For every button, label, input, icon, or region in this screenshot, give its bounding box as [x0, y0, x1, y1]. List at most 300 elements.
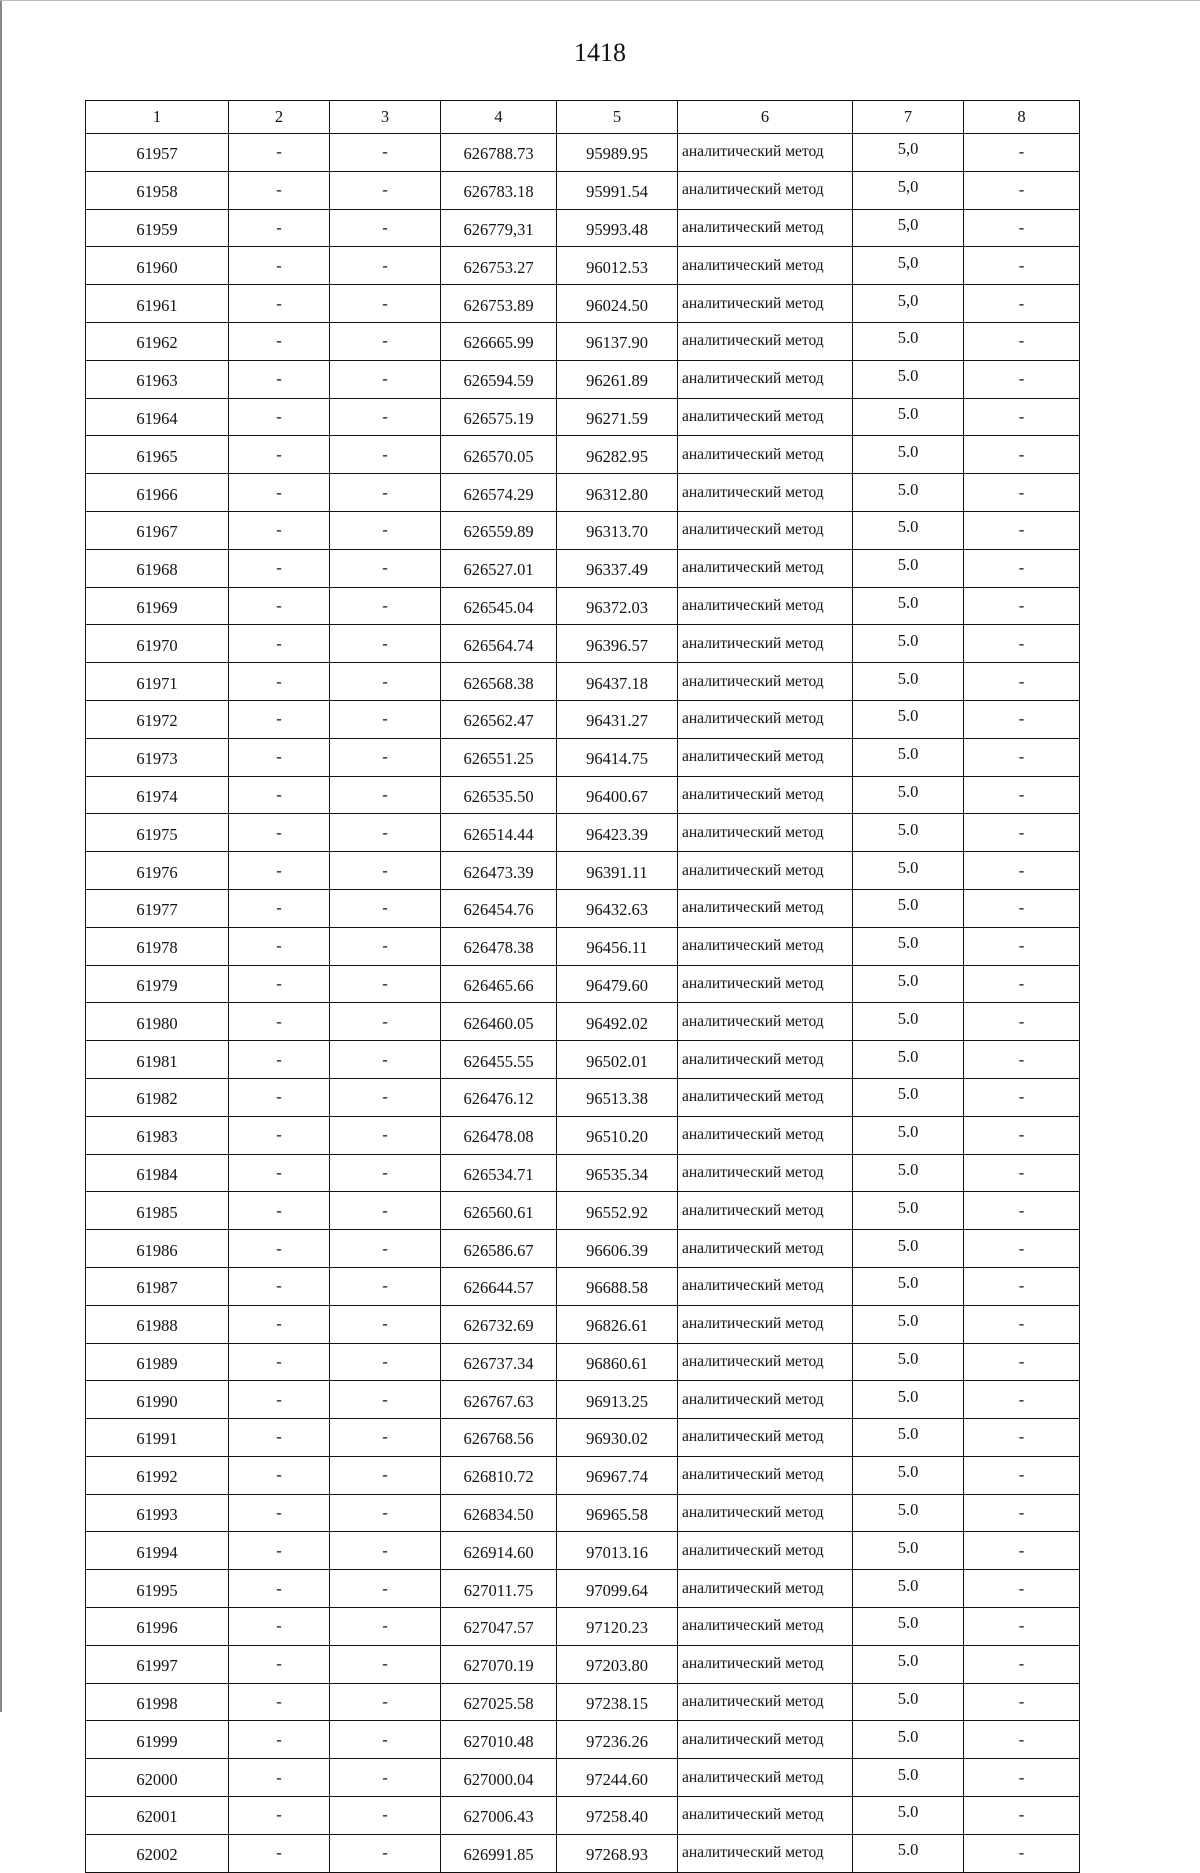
table-row	[86, 1230, 1080, 1268]
table-row	[86, 738, 1080, 776]
method-cell: аналитический метод	[678, 889, 853, 927]
method-cell: аналитический метод	[678, 436, 853, 474]
col3-cell: -	[330, 965, 441, 1003]
accuracy-cell: 5.0	[853, 1116, 964, 1154]
accuracy-cell: 5.0	[853, 1721, 964, 1759]
table-row	[86, 663, 1080, 701]
accuracy-cell: 5.0	[853, 1608, 964, 1646]
y-coordinate-cell: 96431.27	[557, 700, 678, 738]
col8-cell: -	[964, 889, 1080, 927]
col8-cell: -	[964, 1683, 1080, 1721]
col3-cell: -	[330, 1381, 441, 1419]
col2-cell: -	[229, 700, 330, 738]
table-row	[86, 1797, 1080, 1835]
table-row	[86, 852, 1080, 890]
col8-cell: -	[964, 1608, 1080, 1646]
col2-cell: -	[229, 285, 330, 323]
accuracy-cell: 5.0	[853, 700, 964, 738]
col2-cell: -	[229, 625, 330, 663]
y-coordinate-cell: 96860.61	[557, 1343, 678, 1381]
col8-cell: -	[964, 322, 1080, 360]
col3-cell: -	[330, 927, 441, 965]
method-cell: аналитический метод	[678, 1305, 853, 1343]
x-coordinate-cell: 626594.59	[441, 360, 557, 398]
y-coordinate-cell: 97203.80	[557, 1645, 678, 1683]
accuracy-cell: 5.0	[853, 1645, 964, 1683]
y-coordinate-cell: 96688.58	[557, 1267, 678, 1305]
x-coordinate-cell: 627011.75	[441, 1570, 557, 1608]
method-cell: аналитический метод	[678, 1041, 853, 1079]
coordinates-table	[85, 100, 1080, 1873]
point-number-cell: 61979	[86, 965, 229, 1003]
col2-cell: -	[229, 1003, 330, 1041]
col2-cell: -	[229, 1494, 330, 1532]
x-coordinate-cell: 626779,31	[441, 209, 557, 247]
point-number-cell: 61960	[86, 247, 229, 285]
accuracy-cell: 5.0	[853, 1192, 964, 1230]
point-number-cell: 61967	[86, 511, 229, 549]
col8-cell: -	[964, 1192, 1080, 1230]
accuracy-cell: 5.0	[853, 549, 964, 587]
col8-cell: -	[964, 1645, 1080, 1683]
accuracy-cell: 5.0	[853, 511, 964, 549]
x-coordinate-cell: 626991.85	[441, 1834, 557, 1872]
point-number-cell: 61966	[86, 474, 229, 512]
column-header: 8	[964, 101, 1080, 134]
y-coordinate-cell: 97268.93	[557, 1834, 678, 1872]
accuracy-cell: 5.0	[853, 1797, 964, 1835]
method-cell: аналитический метод	[678, 511, 853, 549]
col2-cell: -	[229, 1532, 330, 1570]
x-coordinate-cell: 626460.05	[441, 1003, 557, 1041]
accuracy-cell: 5.0	[853, 1154, 964, 1192]
method-cell: аналитический метод	[678, 209, 853, 247]
accuracy-cell: 5,0	[853, 209, 964, 247]
col2-cell: -	[229, 1305, 330, 1343]
table-row	[86, 1456, 1080, 1494]
table-row	[86, 134, 1080, 172]
x-coordinate-cell: 626768.56	[441, 1419, 557, 1457]
table-row	[86, 1645, 1080, 1683]
table-row	[86, 1532, 1080, 1570]
table-row	[86, 1381, 1080, 1419]
point-number-cell: 61977	[86, 889, 229, 927]
col8-cell: -	[964, 1419, 1080, 1457]
col3-cell: -	[330, 360, 441, 398]
col3-cell: -	[330, 171, 441, 209]
point-number-cell: 61963	[86, 360, 229, 398]
table-row	[86, 322, 1080, 360]
col8-cell: -	[964, 1305, 1080, 1343]
column-header: 1	[86, 101, 229, 134]
scan-top-edge	[0, 0, 1200, 1]
y-coordinate-cell: 97120.23	[557, 1608, 678, 1646]
table-row	[86, 1683, 1080, 1721]
method-cell: аналитический метод	[678, 1834, 853, 1872]
y-coordinate-cell: 96479.60	[557, 965, 678, 1003]
x-coordinate-cell: 626568.38	[441, 663, 557, 701]
accuracy-cell: 5.0	[853, 1267, 964, 1305]
method-cell: аналитический метод	[678, 814, 853, 852]
col2-cell: -	[229, 1230, 330, 1268]
accuracy-cell: 5.0	[853, 1343, 964, 1381]
col3-cell: -	[330, 700, 441, 738]
point-number-cell: 61975	[86, 814, 229, 852]
col2-cell: -	[229, 511, 330, 549]
col3-cell: -	[330, 1116, 441, 1154]
point-number-cell: 61985	[86, 1192, 229, 1230]
x-coordinate-cell: 627006.43	[441, 1797, 557, 1835]
col3-cell: -	[330, 1305, 441, 1343]
col3-cell: -	[330, 1078, 441, 1116]
col8-cell: -	[964, 1116, 1080, 1154]
x-coordinate-cell: 626665.99	[441, 322, 557, 360]
y-coordinate-cell: 96437.18	[557, 663, 678, 701]
point-number-cell: 61987	[86, 1267, 229, 1305]
column-header: 6	[678, 101, 853, 134]
point-number-cell: 61965	[86, 436, 229, 474]
method-cell: аналитический метод	[678, 1570, 853, 1608]
method-cell: аналитический метод	[678, 927, 853, 965]
x-coordinate-cell: 626478.08	[441, 1116, 557, 1154]
point-number-cell: 61983	[86, 1116, 229, 1154]
point-number-cell: 61981	[86, 1041, 229, 1079]
table-row	[86, 1116, 1080, 1154]
col3-cell: -	[330, 814, 441, 852]
x-coordinate-cell: 626575.19	[441, 398, 557, 436]
col3-cell: -	[330, 209, 441, 247]
col3-cell: -	[330, 549, 441, 587]
table-row	[86, 1305, 1080, 1343]
table-row	[86, 889, 1080, 927]
col8-cell: -	[964, 209, 1080, 247]
x-coordinate-cell: 626562.47	[441, 700, 557, 738]
table-row	[86, 776, 1080, 814]
col2-cell: -	[229, 889, 330, 927]
method-cell: аналитический метод	[678, 738, 853, 776]
col8-cell: -	[964, 549, 1080, 587]
point-number-cell: 61984	[86, 1154, 229, 1192]
y-coordinate-cell: 96930.02	[557, 1419, 678, 1457]
table-row	[86, 700, 1080, 738]
point-number-cell: 61969	[86, 587, 229, 625]
accuracy-cell: 5.0	[853, 965, 964, 1003]
method-cell: аналитический метод	[678, 663, 853, 701]
col2-cell: -	[229, 852, 330, 890]
point-number-cell: 61997	[86, 1645, 229, 1683]
col8-cell: -	[964, 1154, 1080, 1192]
accuracy-cell: 5.0	[853, 436, 964, 474]
method-cell: аналитический метод	[678, 1797, 853, 1835]
y-coordinate-cell: 96606.39	[557, 1230, 678, 1268]
accuracy-cell: 5.0	[853, 1305, 964, 1343]
table-row	[86, 1267, 1080, 1305]
y-coordinate-cell: 95991.54	[557, 171, 678, 209]
method-cell: аналитический метод	[678, 322, 853, 360]
method-cell: аналитический метод	[678, 171, 853, 209]
y-coordinate-cell: 96396.57	[557, 625, 678, 663]
accuracy-cell: 5,0	[853, 247, 964, 285]
method-cell: аналитический метод	[678, 1456, 853, 1494]
accuracy-cell: 5,0	[853, 171, 964, 209]
col2-cell: -	[229, 663, 330, 701]
point-number-cell: 61986	[86, 1230, 229, 1268]
table-row	[86, 247, 1080, 285]
x-coordinate-cell: 626644.57	[441, 1267, 557, 1305]
x-coordinate-cell: 627000.04	[441, 1759, 557, 1797]
point-number-cell: 61994	[86, 1532, 229, 1570]
col2-cell: -	[229, 1381, 330, 1419]
accuracy-cell: 5.0	[853, 1570, 964, 1608]
y-coordinate-cell: 96965.58	[557, 1494, 678, 1532]
y-coordinate-cell: 96012.53	[557, 247, 678, 285]
table-row	[86, 625, 1080, 663]
col8-cell: -	[964, 436, 1080, 474]
point-number-cell: 62000	[86, 1759, 229, 1797]
col3-cell: -	[330, 1456, 441, 1494]
col2-cell: -	[229, 1721, 330, 1759]
point-number-cell: 61974	[86, 776, 229, 814]
col3-cell: -	[330, 1003, 441, 1041]
accuracy-cell: 5.0	[853, 1759, 964, 1797]
x-coordinate-cell: 627025.58	[441, 1683, 557, 1721]
col8-cell: -	[964, 1267, 1080, 1305]
y-coordinate-cell: 96024.50	[557, 285, 678, 323]
x-coordinate-cell: 627047.57	[441, 1608, 557, 1646]
y-coordinate-cell: 96312.80	[557, 474, 678, 512]
col8-cell: -	[964, 171, 1080, 209]
x-coordinate-cell: 626788.73	[441, 134, 557, 172]
col3-cell: -	[330, 1267, 441, 1305]
accuracy-cell: 5.0	[853, 738, 964, 776]
col3-cell: -	[330, 1192, 441, 1230]
column-header: 2	[229, 101, 330, 134]
accuracy-cell: 5.0	[853, 474, 964, 512]
point-number-cell: 61959	[86, 209, 229, 247]
col8-cell: -	[964, 1041, 1080, 1079]
point-number-cell: 61996	[86, 1608, 229, 1646]
y-coordinate-cell: 97238.15	[557, 1683, 678, 1721]
point-number-cell: 62001	[86, 1797, 229, 1835]
col8-cell: -	[964, 1494, 1080, 1532]
method-cell: аналитический метод	[678, 398, 853, 436]
method-cell: аналитический метод	[678, 1381, 853, 1419]
accuracy-cell: 5.0	[853, 927, 964, 965]
col8-cell: -	[964, 776, 1080, 814]
y-coordinate-cell: 96967.74	[557, 1456, 678, 1494]
table-row	[86, 1570, 1080, 1608]
x-coordinate-cell: 626478.38	[441, 927, 557, 965]
col2-cell: -	[229, 360, 330, 398]
col3-cell: -	[330, 1608, 441, 1646]
x-coordinate-cell: 626545.04	[441, 587, 557, 625]
x-coordinate-cell: 626737.34	[441, 1343, 557, 1381]
col3-cell: -	[330, 134, 441, 172]
col3-cell: -	[330, 1759, 441, 1797]
method-cell: аналитический метод	[678, 285, 853, 323]
table-row	[86, 436, 1080, 474]
col2-cell: -	[229, 587, 330, 625]
col2-cell: -	[229, 1041, 330, 1079]
col3-cell: -	[330, 1230, 441, 1268]
point-number-cell: 62002	[86, 1834, 229, 1872]
table-row	[86, 1419, 1080, 1457]
table-row	[86, 1759, 1080, 1797]
col8-cell: -	[964, 1834, 1080, 1872]
table-row	[86, 927, 1080, 965]
method-cell: аналитический метод	[678, 1721, 853, 1759]
accuracy-cell: 5.0	[853, 852, 964, 890]
col8-cell: -	[964, 134, 1080, 172]
col8-cell: -	[964, 511, 1080, 549]
method-cell: аналитический метод	[678, 1154, 853, 1192]
table-row	[86, 549, 1080, 587]
scan-left-edge	[0, 0, 2, 1712]
method-cell: аналитический метод	[678, 1116, 853, 1154]
x-coordinate-cell: 626834.50	[441, 1494, 557, 1532]
table-body	[86, 134, 1080, 1873]
x-coordinate-cell: 626810.72	[441, 1456, 557, 1494]
col8-cell: -	[964, 852, 1080, 890]
col3-cell: -	[330, 663, 441, 701]
table-row	[86, 1494, 1080, 1532]
accuracy-cell: 5.0	[853, 360, 964, 398]
x-coordinate-cell: 626534.71	[441, 1154, 557, 1192]
col8-cell: -	[964, 700, 1080, 738]
column-header: 7	[853, 101, 964, 134]
y-coordinate-cell: 96432.63	[557, 889, 678, 927]
method-cell: аналитический метод	[678, 360, 853, 398]
x-coordinate-cell: 626753.27	[441, 247, 557, 285]
col8-cell: -	[964, 1570, 1080, 1608]
table-header-row	[86, 101, 1080, 134]
y-coordinate-cell: 96414.75	[557, 738, 678, 776]
point-number-cell: 61971	[86, 663, 229, 701]
method-cell: аналитический метод	[678, 1230, 853, 1268]
point-number-cell: 61998	[86, 1683, 229, 1721]
table-row	[86, 587, 1080, 625]
x-coordinate-cell: 627010.48	[441, 1721, 557, 1759]
col2-cell: -	[229, 1834, 330, 1872]
y-coordinate-cell: 96552.92	[557, 1192, 678, 1230]
method-cell: аналитический метод	[678, 1003, 853, 1041]
x-coordinate-cell: 626574.29	[441, 474, 557, 512]
col3-cell: -	[330, 1570, 441, 1608]
point-number-cell: 61970	[86, 625, 229, 663]
accuracy-cell: 5.0	[853, 776, 964, 814]
col3-cell: -	[330, 1343, 441, 1381]
col8-cell: -	[964, 247, 1080, 285]
column-header: 5	[557, 101, 678, 134]
y-coordinate-cell: 96271.59	[557, 398, 678, 436]
column-header: 3	[330, 101, 441, 134]
col2-cell: -	[229, 436, 330, 474]
col2-cell: -	[229, 1419, 330, 1457]
y-coordinate-cell: 97236.26	[557, 1721, 678, 1759]
point-number-cell: 61964	[86, 398, 229, 436]
table-row	[86, 814, 1080, 852]
y-coordinate-cell: 96535.34	[557, 1154, 678, 1192]
col2-cell: -	[229, 398, 330, 436]
y-coordinate-cell: 96313.70	[557, 511, 678, 549]
y-coordinate-cell: 96391.11	[557, 852, 678, 890]
y-coordinate-cell: 97099.64	[557, 1570, 678, 1608]
col3-cell: -	[330, 738, 441, 776]
y-coordinate-cell: 96510.20	[557, 1116, 678, 1154]
y-coordinate-cell: 96913.25	[557, 1381, 678, 1419]
y-coordinate-cell: 96337.49	[557, 549, 678, 587]
col3-cell: -	[330, 1494, 441, 1532]
method-cell: аналитический метод	[678, 1645, 853, 1683]
accuracy-cell: 5.0	[853, 663, 964, 701]
accuracy-cell: 5.0	[853, 1834, 964, 1872]
col8-cell: -	[964, 1343, 1080, 1381]
method-cell: аналитический метод	[678, 776, 853, 814]
col3-cell: -	[330, 285, 441, 323]
method-cell: аналитический метод	[678, 1683, 853, 1721]
point-number-cell: 61993	[86, 1494, 229, 1532]
x-coordinate-cell: 626454.76	[441, 889, 557, 927]
method-cell: аналитический метод	[678, 549, 853, 587]
y-coordinate-cell: 97258.40	[557, 1797, 678, 1835]
accuracy-cell: 5.0	[853, 814, 964, 852]
col2-cell: -	[229, 1078, 330, 1116]
y-coordinate-cell: 95989.95	[557, 134, 678, 172]
accuracy-cell: 5.0	[853, 1041, 964, 1079]
method-cell: аналитический метод	[678, 1267, 853, 1305]
table-row	[86, 398, 1080, 436]
accuracy-cell: 5.0	[853, 625, 964, 663]
col2-cell: -	[229, 474, 330, 512]
col3-cell: -	[330, 511, 441, 549]
col3-cell: -	[330, 587, 441, 625]
col8-cell: -	[964, 1721, 1080, 1759]
col2-cell: -	[229, 738, 330, 776]
x-coordinate-cell: 626473.39	[441, 852, 557, 890]
point-number-cell: 61995	[86, 1570, 229, 1608]
col3-cell: -	[330, 1721, 441, 1759]
col2-cell: -	[229, 549, 330, 587]
method-cell: аналитический метод	[678, 1078, 853, 1116]
x-coordinate-cell: 626476.12	[441, 1078, 557, 1116]
col2-cell: -	[229, 1570, 330, 1608]
method-cell: аналитический метод	[678, 625, 853, 663]
col3-cell: -	[330, 889, 441, 927]
y-coordinate-cell: 96372.03	[557, 587, 678, 625]
table-row	[86, 1721, 1080, 1759]
col8-cell: -	[964, 965, 1080, 1003]
method-cell: аналитический метод	[678, 587, 853, 625]
col3-cell: -	[330, 1834, 441, 1872]
y-coordinate-cell: 96492.02	[557, 1003, 678, 1041]
y-coordinate-cell: 96261.89	[557, 360, 678, 398]
col3-cell: -	[330, 436, 441, 474]
x-coordinate-cell: 626732.69	[441, 1305, 557, 1343]
table-row	[86, 171, 1080, 209]
col3-cell: -	[330, 247, 441, 285]
point-number-cell: 61973	[86, 738, 229, 776]
col8-cell: -	[964, 1381, 1080, 1419]
x-coordinate-cell: 626767.63	[441, 1381, 557, 1419]
point-number-cell: 61989	[86, 1343, 229, 1381]
point-number-cell: 61972	[86, 700, 229, 738]
y-coordinate-cell: 96400.67	[557, 776, 678, 814]
x-coordinate-cell: 626551.25	[441, 738, 557, 776]
table-row	[86, 965, 1080, 1003]
table-row	[86, 511, 1080, 549]
method-cell: аналитический метод	[678, 852, 853, 890]
col8-cell: -	[964, 474, 1080, 512]
